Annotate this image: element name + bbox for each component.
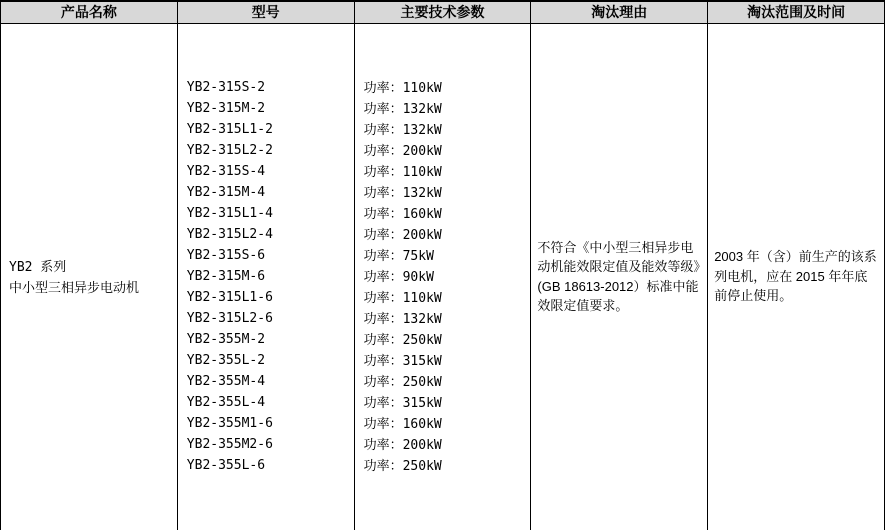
- product-series-text: YB2 系列: [9, 259, 67, 275]
- power-value: 250kW: [402, 333, 442, 348]
- parameter-line: [364, 245, 531, 266]
- parameter-line: [364, 266, 531, 287]
- power-label: 功率：: [363, 227, 403, 242]
- power-value: 160kW: [402, 417, 442, 432]
- power-label: 功率：: [363, 101, 403, 116]
- power-label: 功率：: [363, 395, 403, 410]
- product-name: [1, 256, 177, 298]
- header-model: 型号: [177, 1, 354, 23]
- parameter-line: [364, 161, 531, 182]
- header-row: [1, 1, 885, 23]
- parameter-line: [364, 77, 531, 98]
- parameter-line: [364, 98, 531, 119]
- header-product-name: 产品名称: [1, 1, 178, 23]
- model-cell: [177, 23, 354, 530]
- power-label: 功率：: [363, 353, 403, 368]
- parameter-line: [364, 119, 531, 140]
- parameters-cell: [354, 23, 531, 530]
- model-line: YB2-315L2-6: [186, 311, 273, 326]
- model-line: YB2-355M1-6: [186, 416, 273, 431]
- power-label: 功率：: [363, 206, 403, 221]
- model-line: YB2-315M-6: [186, 269, 266, 284]
- parameter-line: [364, 455, 531, 476]
- parameter-line: [364, 434, 531, 455]
- power-label: 功率：: [363, 290, 403, 305]
- power-value: 110kW: [402, 81, 442, 96]
- model-line: YB2-315L2-2: [186, 143, 273, 158]
- product-name-cell: [1, 23, 178, 530]
- elimination-scope-text: 2003 年（含）前生产的该系列电机，应在 2015 年年底前停止使用。: [714, 249, 877, 304]
- parameter-line: [364, 329, 531, 350]
- elimination-scope-cell: [708, 23, 885, 530]
- power-value: 132kW: [402, 312, 442, 327]
- model-line: YB2-315S-6: [186, 248, 266, 263]
- parameter-line: [364, 203, 531, 224]
- model-line: YB2-315S-2: [186, 80, 266, 95]
- model-line: YB2-355L-4: [186, 395, 266, 410]
- elimination-reason-cell: [531, 23, 708, 530]
- parameter-line: [364, 413, 531, 434]
- power-value: 315kW: [402, 354, 442, 369]
- model-line: YB2-315L1-2: [186, 122, 273, 137]
- parameter-line: [364, 371, 531, 392]
- power-label: 功率：: [363, 332, 403, 347]
- power-label: 功率：: [363, 374, 403, 389]
- power-value: 75kW: [402, 249, 434, 264]
- power-value: 90kW: [402, 270, 434, 285]
- header-main-parameters: 主要技术参数: [354, 1, 531, 23]
- power-value: 160kW: [402, 207, 442, 222]
- power-value: 110kW: [402, 291, 442, 306]
- power-label: 功率：: [363, 80, 403, 95]
- power-value: 132kW: [402, 186, 442, 201]
- product-type-line: 中小型三相异步电动机: [9, 279, 140, 295]
- elimination-reason-text: 不符合《中小型三相异步电动机能效限定值及能效等级》(GB 18613-2012）标准中能效限定值要求。: [537, 239, 700, 313]
- header-elimination-scope-time: 淘汰范围及时间: [708, 1, 885, 23]
- power-label: 功率：: [363, 164, 403, 179]
- parameter-line: [364, 350, 531, 371]
- parameter-line: [364, 287, 531, 308]
- model-line: YB2-315L1-4: [186, 206, 273, 221]
- parameter-line: [364, 392, 531, 413]
- model-line: YB2-315L2-4: [186, 227, 273, 242]
- power-label: 功率：: [363, 416, 403, 431]
- power-label: 功率：: [363, 122, 403, 137]
- model-line: YB2-355M2-6: [186, 437, 273, 452]
- power-label: 功率：: [363, 248, 403, 263]
- power-value: 132kW: [402, 102, 442, 117]
- parameter-list: [355, 24, 531, 530]
- power-value: 110kW: [402, 165, 442, 180]
- parameter-line: [364, 224, 531, 245]
- model-line: YB2-315M-4: [186, 185, 266, 200]
- power-value: 250kW: [402, 375, 442, 390]
- parameter-line: [364, 308, 531, 329]
- power-value: 200kW: [402, 438, 442, 453]
- header-elimination-reason: 淘汰理由: [531, 1, 708, 23]
- body-row: [1, 23, 885, 530]
- model-list: [178, 24, 354, 530]
- power-label: 功率：: [363, 437, 403, 452]
- power-label: 功率：: [363, 185, 403, 200]
- power-label: 功率：: [363, 269, 403, 284]
- model-line: YB2-355L-6: [186, 458, 266, 473]
- parameter-line: [364, 182, 531, 203]
- power-label: 功率：: [363, 143, 403, 158]
- model-line: YB2-355L-2: [186, 353, 266, 368]
- power-label: 功率：: [363, 458, 403, 473]
- product-series-line: [9, 256, 177, 277]
- parameter-line: [364, 140, 531, 161]
- model-line: YB2-315M-2: [186, 101, 266, 116]
- model-line: YB2-355M-4: [186, 374, 266, 389]
- power-value: 200kW: [402, 228, 442, 243]
- power-value: 250kW: [402, 459, 442, 474]
- model-line: YB2-355M-2: [186, 332, 266, 347]
- power-value: 315kW: [402, 396, 442, 411]
- model-line: YB2-315L1-6: [186, 290, 273, 305]
- power-value: 200kW: [402, 144, 442, 159]
- power-value: 132kW: [402, 123, 442, 138]
- power-label: 功率：: [363, 311, 403, 326]
- model-line: YB2-315S-4: [186, 164, 266, 179]
